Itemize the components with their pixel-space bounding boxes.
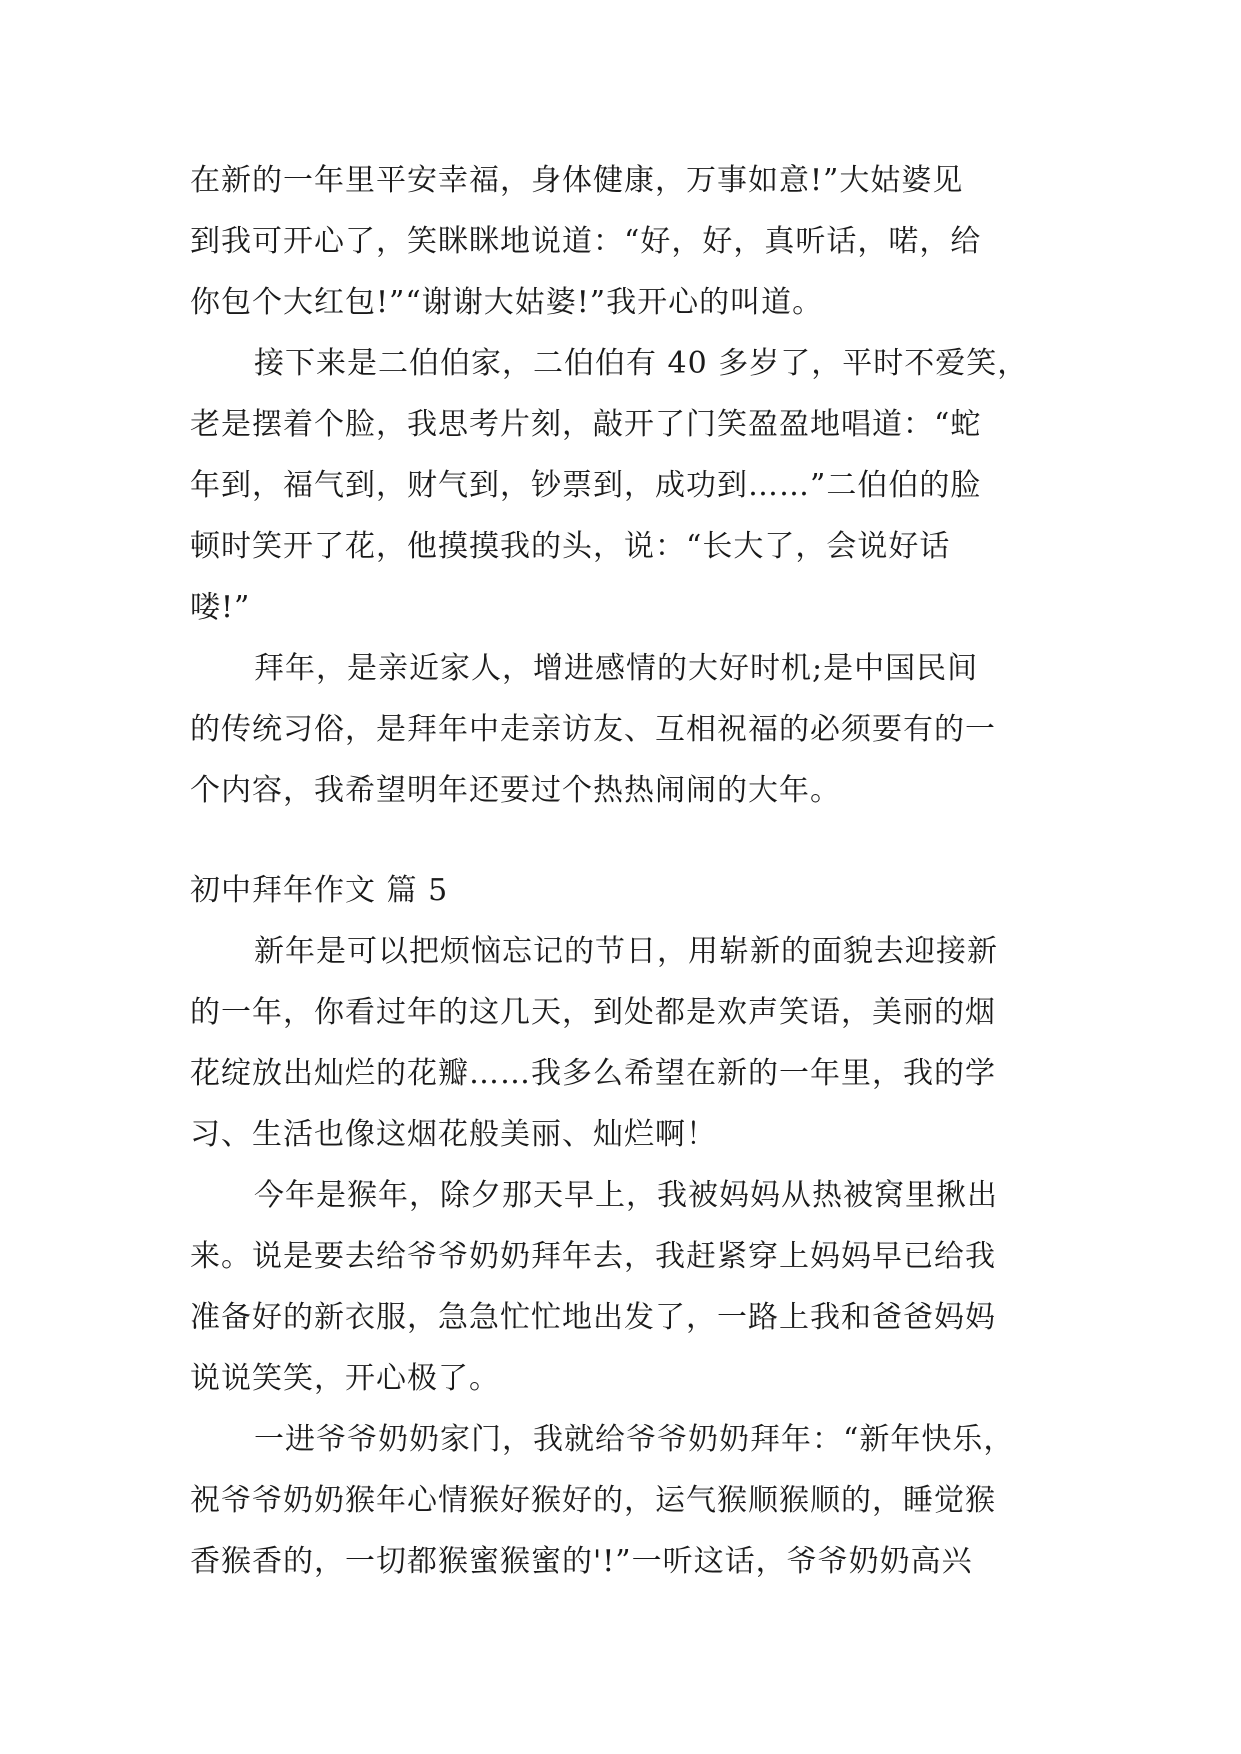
paragraph-line: 新年是可以把烦恼忘记的节日，用崭新的面貌去迎接新 [254,934,998,969]
paragraph-line: 说说笑笑，开心极了。 [190,1361,500,1396]
paragraph-line: 一进爷爷奶奶家门，我就给爷爷奶奶拜年：“新年快乐， [254,1422,1015,1457]
paragraph-line: 在新的一年里平安幸福，身体健康，万事如意!”大姑婆见 [190,163,964,198]
paragraph-line: 老是摆着个脸，我思考片刻，敲开了门笑盈盈地唱道：“蛇 [190,407,982,442]
paragraph-line: 祝爷爷奶奶猴年心情猴好猴好的，运气猴顺猴顺的，睡觉猴 [190,1483,996,1518]
paragraph-line: 年到，福气到，财气到，钞票到，成功到……”二伯伯的脸 [190,468,982,503]
paragraph-line: 拜年，是亲近家人，增进感情的大好时机;是中国民间 [254,651,979,686]
paragraph-line: 接下来是二伯伯家，二伯伯有 40 多岁了，平时不爱笑， [254,346,1029,381]
paragraph-line: 来。说是要去给爷爷奶奶拜年去，我赶紧穿上妈妈早已给我 [190,1239,996,1274]
paragraph-line: 个内容，我希望明年还要过个热热闹闹的大年。 [190,773,841,808]
section-heading: 初中拜年作文 篇 5 [190,873,449,908]
paragraph-line: 今年是猴年，除夕那天早上，我被妈妈从热被窝里揪出 [254,1178,998,1213]
paragraph-line: 你包个大红包!”“谢谢大姑婆!”我开心的叫道。 [190,285,824,320]
paragraph-line: 习、生活也像这烟花般美丽、灿烂啊！ [190,1117,717,1152]
paragraph-line: 顿时笑开了花，他摸摸我的头，说：“长大了，会说好话 [190,529,951,564]
paragraph-line: 香猴香的，一切都猴蜜猴蜜的'!”一听这话，爷爷奶奶高兴 [190,1544,973,1579]
paragraph-line: 准备好的新衣服，急急忙忙地出发了，一路上我和爸爸妈妈 [190,1300,996,1335]
paragraph-line: 喽!” [190,590,251,625]
paragraph-line: 花绽放出灿烂的花瓣……我多么希望在新的一年里，我的学 [190,1056,996,1091]
paragraph-line: 到我可开心了，笑眯眯地说道：“好，好，真听话，喏，给 [190,224,982,259]
paragraph-line: 的传统习俗，是拜年中走亲访友、互相祝福的必须要有的一 [190,712,996,747]
paragraph-line: 的一年，你看过年的这几天，到处都是欢声笑语，美丽的烟 [190,995,996,1030]
